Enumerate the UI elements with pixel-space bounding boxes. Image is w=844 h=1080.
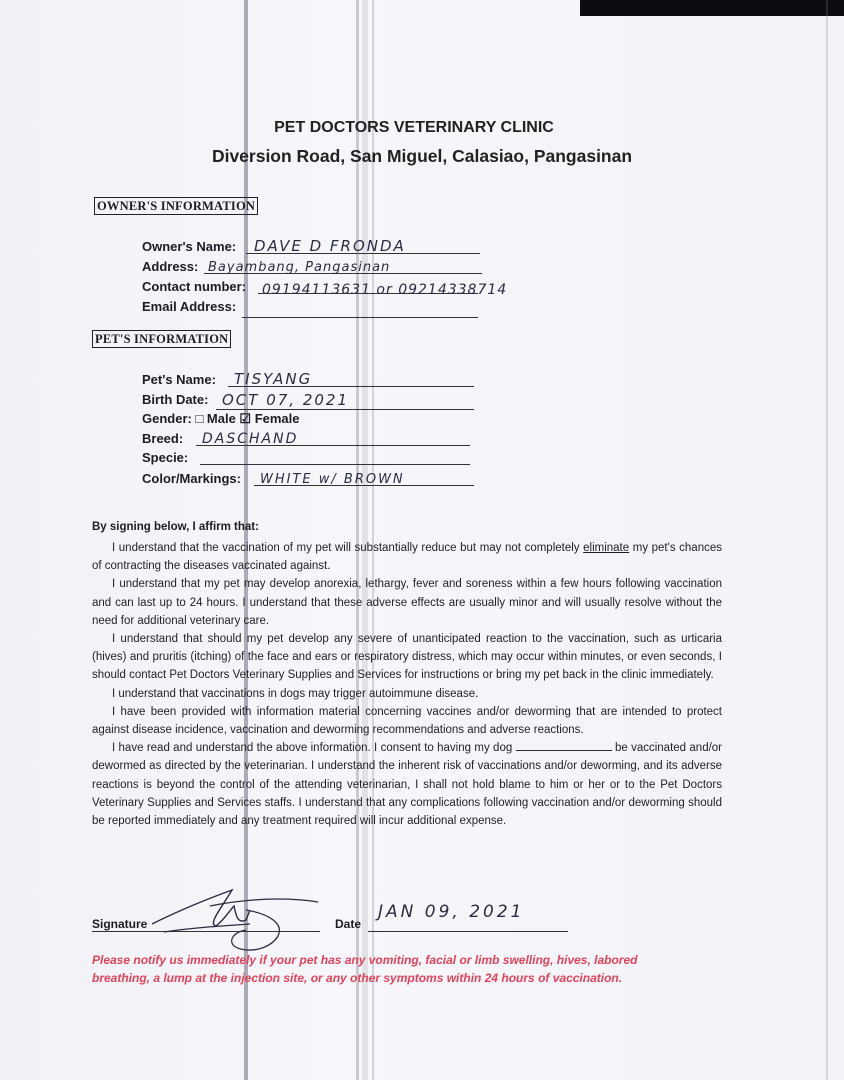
signature-label: Signature	[92, 917, 148, 931]
pet-name-label: Pet's Name:	[142, 372, 216, 387]
specie-line	[200, 464, 470, 465]
email-row	[142, 296, 482, 316]
contact-row	[142, 276, 612, 296]
date-value[interactable]: JAN 09, 2021	[378, 902, 525, 922]
date-label: Date	[335, 917, 362, 931]
consent-paragraph	[92, 539, 722, 575]
consent-paragraph: I understand that should my pet develop any severe of unanticipated reaction to the vaccination, such as urticaria (hives) and pruritis (itching) of the face and ears or respiratory distress, which may occur within minutes, or even seconds, I should contact Pet Doctors Veterinary Supplies and Services for instructions or bring my pet back in the clinic immediately.	[92, 633, 722, 682]
email-label: Email Address:	[142, 299, 237, 314]
contact-label: Contact number:	[142, 279, 246, 294]
color-value[interactable]: WHITE w/ BROWN	[260, 472, 405, 487]
consent-paragraph: I understand that vaccinations in dogs may trigger autoimmune disease.	[112, 687, 479, 700]
consent-text-span: I have read and understand the above information. I consent to having my dog	[112, 742, 516, 755]
clinic-name: PET DOCTORS VETERINARY CLINIC	[274, 119, 554, 136]
affirm-heading: By signing below, I affirm that:	[92, 521, 259, 533]
gender-label: Gender: □ Male ☑ Female	[142, 411, 300, 426]
pet-name-row	[142, 369, 482, 389]
consent-underlined: eliminate	[583, 542, 630, 554]
specie-row	[142, 447, 482, 467]
consent-text-span: I understand that the vaccination of my pet will substantially reduce but may not completely	[112, 542, 584, 554]
consent-text-span: my pet's chances of contracting the diseases vaccinated against.	[92, 542, 722, 573]
owner-name-value[interactable]: DAVE D FRONDA	[254, 237, 406, 255]
consent-text-span: be vaccinated and/or dewormed as directed by the veterinarian. I understand the inherent risk of vaccinations and/or deworming, and its adverse reactions is beyond the control of the attending veterinarian, I shall not hold blame to him or her or to the Pet Doctors Veterinary Supplies and Services staffs. I understand that any complications following vaccination and/or deworming should be reported immediately and any treatment required will incur additional expense.	[92, 742, 723, 828]
signature-scribble-icon	[150, 880, 320, 960]
pet-section-heading: PET'S INFORMATION	[92, 330, 231, 348]
pet-name-value[interactable]: TISYANG	[234, 370, 313, 388]
birth-date-row	[142, 389, 482, 409]
contact-value[interactable]: 09194113631 or 09214338714	[262, 282, 508, 298]
address-row	[142, 256, 482, 276]
consent-paragraph: I have been provided with information material concerning vaccines and/or deworming that are intended to protect against disease incidence, vaccination and deworming recommendations and adverse reactions.	[92, 705, 722, 737]
consent-text	[92, 539, 722, 830]
breed-label: Breed:	[142, 431, 184, 446]
color-label: Color/Markings:	[142, 471, 241, 486]
color-row	[142, 468, 487, 488]
owner-name-label: Owner's Name:	[142, 239, 237, 254]
owner-section-heading: OWNER'S INFORMATION	[94, 197, 258, 215]
clinic-address: Diversion Road, San Miguel, Calasiao, Pangasinan	[211, 146, 633, 166]
birth-date-label: Birth Date:	[142, 392, 209, 407]
owner-name-row	[142, 236, 482, 256]
consent-paragraph: I understand that my pet may develop anorexia, lethargy, fever and soreness within a few hours following vaccination and can last up to 24 hours. I understand that these adverse effects are usually minor and will usually resolve without the need for additional veterinary care.	[92, 578, 722, 627]
breed-row	[142, 428, 482, 448]
scan-edge	[580, 0, 844, 16]
address-label: Address:	[142, 259, 199, 274]
email-line	[242, 317, 478, 318]
gender-row[interactable]	[142, 409, 482, 429]
notice-text: Please notify us immediately if your pet has any vomiting, facial or limb swelling, hives, labored breathing, a lump at the injection site, or any other symptoms within 24 hours of vaccination.	[92, 953, 638, 985]
consent-paragraph	[92, 739, 722, 830]
address-value[interactable]: Bayambang, Pangasinan	[208, 260, 391, 275]
breed-value[interactable]: DASCHAND	[202, 431, 299, 447]
date-line	[368, 931, 568, 932]
specie-label: Specie:	[142, 450, 189, 465]
birth-date-value[interactable]: OCT 07, 2021	[222, 391, 350, 409]
dog-name-blank[interactable]	[516, 740, 612, 751]
